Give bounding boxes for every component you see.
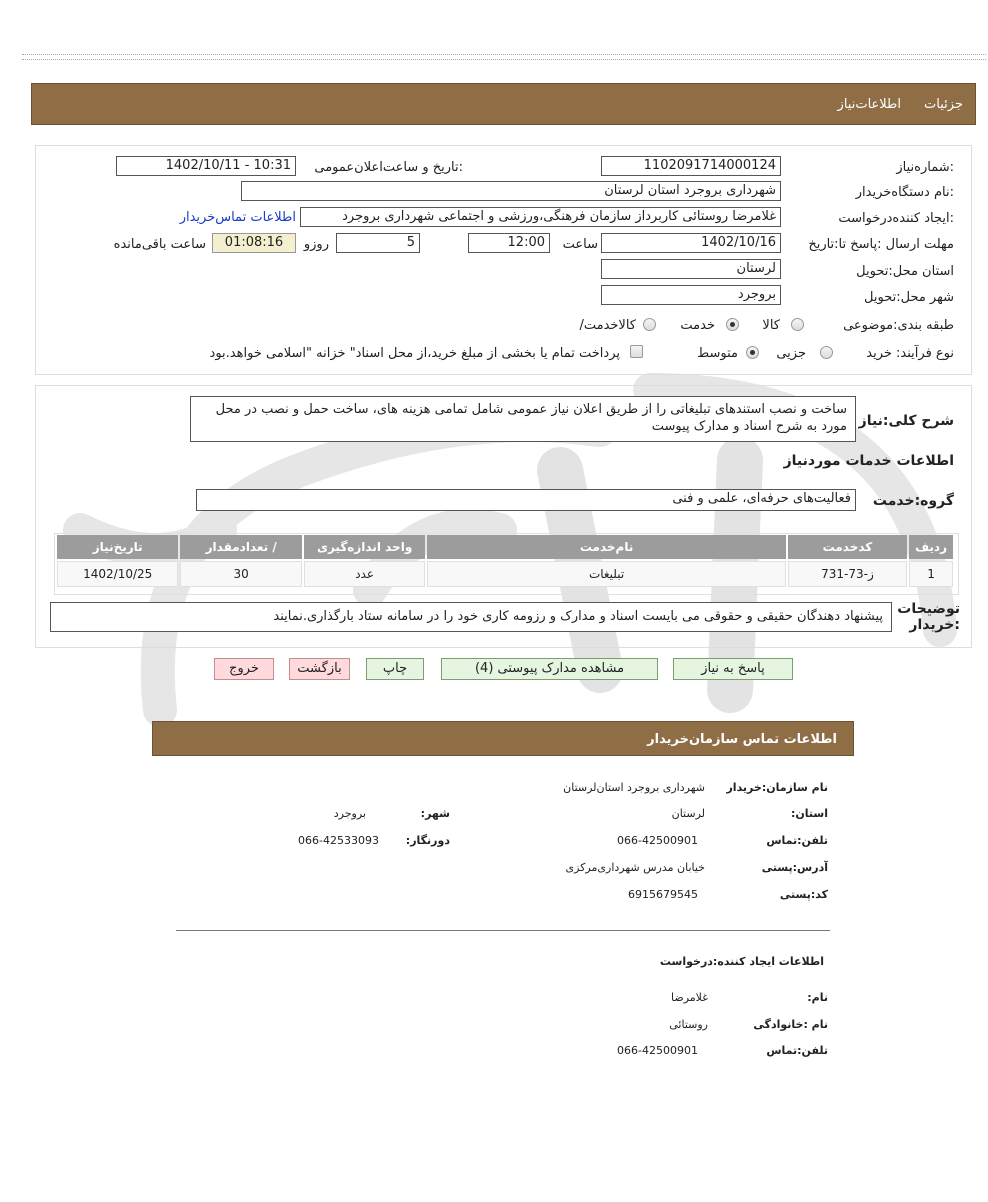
page-header	[31, 83, 976, 125]
creator-name-value: غلامرضا	[671, 991, 708, 1004]
delivery-city-label: شهر محل:تحویل	[864, 290, 954, 305]
cell-quantity: 30	[180, 561, 301, 587]
services-title: اطلاعات خدمات موردنیاز	[783, 453, 954, 469]
creator-info-title: اطلاعات ایجاد کننده:درخواست	[659, 955, 824, 968]
view-attachments-button[interactable]: مشاهده مدارک پیوستی (4)	[441, 658, 658, 680]
announce-label: تاریخ و ساعت‌اعلان‌عمومی:	[314, 160, 463, 175]
need-number-label: شماره‌نیاز:	[896, 160, 954, 175]
address-label: آدرس:پستی	[761, 861, 828, 874]
deadline-time-label: ساعت	[562, 237, 598, 252]
deadline-label: مهلت ارسال :پاسخ تا:تاریخ	[808, 237, 954, 252]
org-value: شهرداری بروجرد استان‌لرستان	[563, 781, 705, 794]
deadline-date-field: 1402/10/16	[601, 233, 781, 253]
service-group-label: گروه:خدمت	[872, 493, 954, 509]
process-partial-radio[interactable]	[820, 346, 833, 359]
contact-city-value: بروجرد	[333, 807, 366, 820]
delivery-city-field: بروجرد	[601, 285, 781, 305]
col-row: ردیف	[909, 535, 953, 559]
category-service-radio[interactable]	[726, 318, 739, 331]
postal-code-label: کد:پستی	[779, 888, 828, 901]
category-label: طبقه بندی:موضوعی	[843, 318, 954, 333]
page-title: اطلاعات‌نیاز	[837, 97, 901, 112]
col-service-code: کدخدمت	[788, 535, 907, 559]
category-goods-radio[interactable]	[791, 318, 804, 331]
category-goods-service-radio[interactable]	[643, 318, 656, 331]
contact-province-label: :استان	[790, 807, 828, 820]
table-row	[57, 561, 953, 587]
process-label: نوع فرآیند: خرید	[866, 346, 954, 361]
buyer-field: شهرداری بروجرد استان لرستان	[241, 181, 781, 201]
contact-header	[152, 721, 854, 756]
details-tab[interactable]: جزئیات	[924, 97, 963, 112]
delivery-province-field: لرستان	[601, 259, 781, 279]
items-table	[55, 533, 955, 589]
creator-family-label: نام :خانوادگی	[753, 1018, 828, 1031]
buyer-contact-link[interactable]: اطلاعات تماس‌خریدار	[179, 210, 296, 225]
treasury-payment-label: پرداخت تمام یا بخشی از مبلغ خرید،از محل اسناد" خزانه "اسلامی خواهد.بود	[209, 346, 620, 361]
cell-row: 1	[909, 561, 953, 587]
remaining-label: ساعت باقی‌مانده	[113, 237, 206, 252]
creator-name-label: :نام	[807, 991, 828, 1004]
org-label: نام سازمان:خریدار	[726, 781, 828, 794]
need-number-field: 1102091714000124	[601, 156, 781, 176]
section-divider	[176, 930, 830, 931]
creator-family-value: روستائی	[669, 1018, 708, 1031]
buyer-notes-label: توضیحات :خریدار	[897, 601, 960, 633]
category-goods-service-label: /کالاخدمت	[579, 318, 636, 333]
need-info-panel	[35, 145, 972, 375]
creator-field: غلامرضا روستائی کاربرداز سازمان فرهنگی،ورزشی و اجتماعی شهرداری بروجرد	[300, 207, 781, 227]
contact-city-label: :شهر	[420, 807, 450, 820]
contact-province-value: لرستان	[671, 807, 705, 820]
col-need-date: تاریخ‌نیاز	[57, 535, 178, 559]
category-service-label: خدمت	[680, 318, 715, 333]
creator-phone-label: تلفن:تماس	[766, 1044, 828, 1057]
delivery-province-label: استان محل:تحویل	[856, 264, 954, 279]
treasury-payment-checkbox[interactable]	[630, 345, 643, 358]
address-value: خیابان مدرس شهرداری‌مرکزی	[565, 861, 705, 874]
creator-label: ایجاد کننده‌درخواست:	[838, 211, 954, 226]
days-field: 5	[336, 233, 420, 253]
back-button[interactable]: بازگشت	[289, 658, 350, 680]
cell-need-date: 1402/10/25	[57, 561, 178, 587]
process-medium-label: متوسط	[697, 346, 738, 361]
cell-service-name: تبلیغات	[427, 561, 785, 587]
postal-code-value: 6915679545	[628, 888, 698, 901]
buyer-notes-field: پیشنهاد دهندگان حقیقی و حقوقی می بایست اسناد و مدارک و رزومه کاری خود را در سامانه ستاد بارگذاری.نمایند	[50, 602, 892, 632]
reply-button[interactable]: پاسخ به نیاز	[673, 658, 793, 680]
service-group-field: فعالیت‌های حرفه‌ای، علمی و فنی	[196, 489, 856, 511]
process-medium-radio[interactable]	[746, 346, 759, 359]
cell-service-code: ز-73-731	[788, 561, 907, 587]
creator-phone-value: 066-42500901	[617, 1044, 698, 1057]
fax-value: 066-42533093	[298, 834, 379, 847]
col-quantity: / تعدادمقدار	[180, 535, 301, 559]
remaining-time-field: 01:08:16	[212, 233, 296, 253]
description-field: ساخت و نصب استندهای تبلیغاتی را از طریق اعلان نیاز عمومی شامل تمامی هزینه های، ساخت حمل و نصب در محل مورد به شرح اسناد و مدارک پیوست	[190, 396, 856, 442]
contact-title: اطلاعات تماس سازمان‌خریدار	[647, 732, 837, 747]
cell-unit: عدد	[304, 561, 425, 587]
fax-label: :دورنگار	[405, 834, 450, 847]
category-goods-label: کالا	[762, 318, 780, 333]
description-label: شرح کلی:نیاز	[858, 413, 954, 429]
print-button[interactable]: چاپ	[366, 658, 424, 680]
contact-phone-value: 066-42500901	[617, 834, 698, 847]
contact-phone-label: تلفن:تماس	[766, 834, 828, 847]
col-service-name: نام‌خدمت	[427, 535, 785, 559]
days-label: روزو	[303, 237, 329, 252]
process-partial-label: جزیی	[776, 346, 806, 361]
announce-field: 1402/10/11 - 10:31	[116, 156, 296, 176]
buyer-label: نام دستگاه‌خریدار:	[855, 185, 954, 200]
top-dotted-divider	[22, 54, 986, 60]
col-unit: واحد اندازه‌گیری	[304, 535, 425, 559]
deadline-time-field: 12:00	[468, 233, 550, 253]
exit-button[interactable]: خروج	[214, 658, 274, 680]
